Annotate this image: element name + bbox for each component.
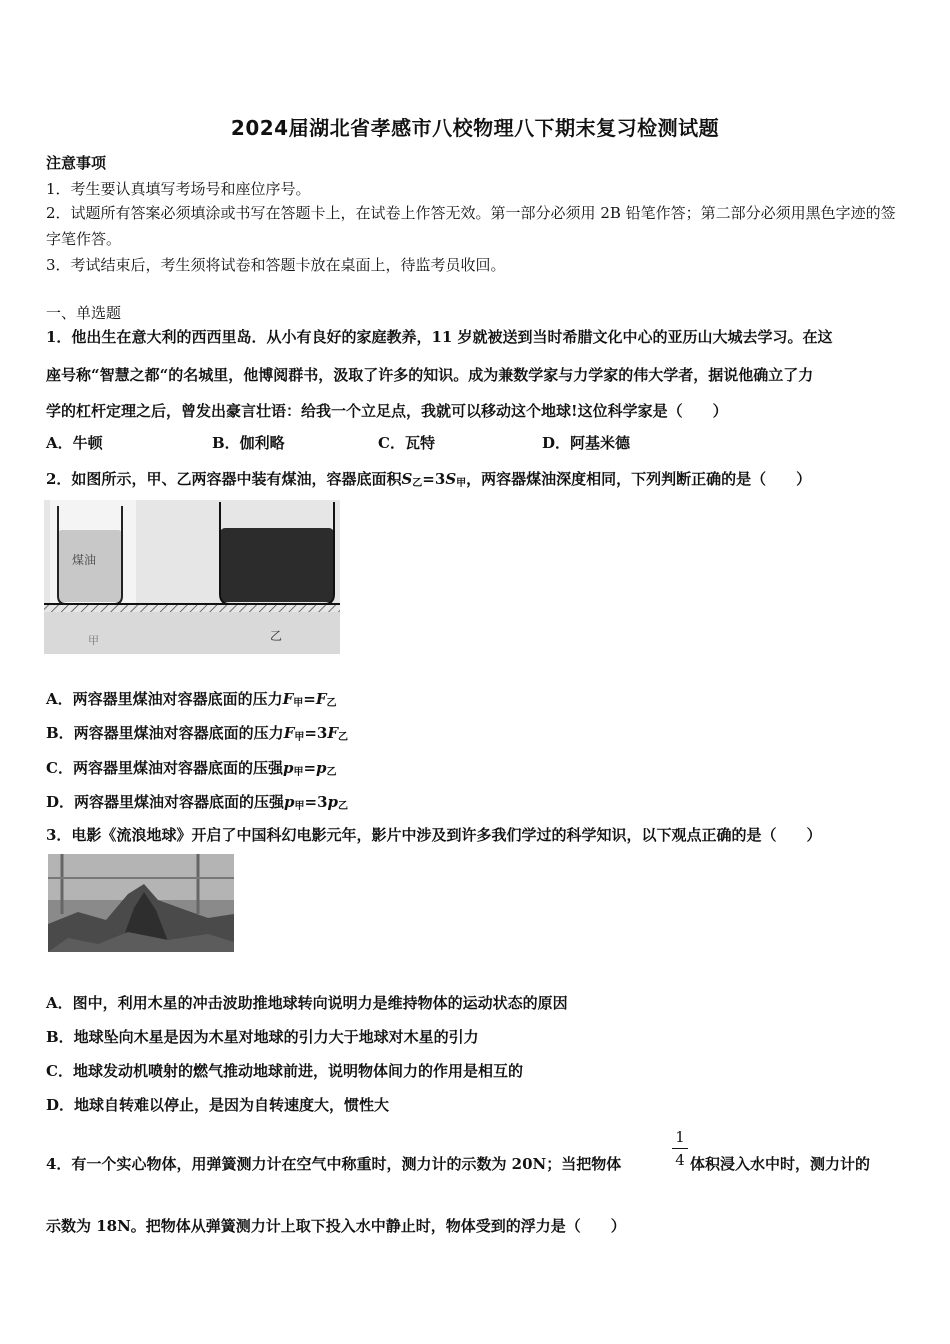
q2-option-c-v2: p <box>316 759 327 777</box>
q4-fraction-numerator: 1 <box>675 1128 685 1146</box>
q4-stem-part-a: 4．有一个实心物体，用弹簧测力计在空气中称重时，测力计的示数为 20N；当把物体 <box>46 1155 622 1173</box>
q1-line-1: 1．他出生在意大利的西西里岛．从小有良好的家庭教养，11 岁就被送到当时希腊文化中心的亚历山大城去学习。在这 <box>46 328 833 346</box>
q2-option-b-s2: 乙 <box>338 732 349 743</box>
q2-option-a-v2: F <box>315 690 327 708</box>
q2-var-s1: S <box>401 470 413 488</box>
q2-container-figure <box>44 500 340 654</box>
q2-option-a-s2: 乙 <box>326 698 337 709</box>
q3-option-c: C．地球发动机喷射的燃气推动地球前进，说明物体间力的作用是相互的 <box>46 1062 523 1080</box>
q4-stem-part-c: 示数为 18N。把物体从弹簧测力计上取下投入水中静止时，物体受到的浮力是（ ） <box>46 1217 626 1235</box>
q2-label-oil: 煤油 <box>72 553 97 567</box>
exam-title: 2024届湖北省孝感市八校物理八下期末复习检测试题 <box>230 116 720 140</box>
q1-line-2: 座号称“智慧之都“的名城里，他博阅群书，汲取了许多的知识。成为兼数学家与力学家的伟大学者，据说他确立了力 <box>46 366 814 384</box>
q2-option-b-text: B．两容器里煤油对容器底面的压力 <box>46 724 284 742</box>
q1-option-b: B．伽利略 <box>212 434 285 452</box>
notice-item-3: 3．考试结束后，考生须将试卷和答题卡放在桌面上，待监考员收回。 <box>46 256 506 274</box>
q2-option-d-s1: 甲 <box>294 801 305 812</box>
q2-ground-hatch <box>44 605 340 612</box>
q2-option-c-s2: 乙 <box>326 767 337 778</box>
q2-option-a <box>46 688 337 709</box>
q2-option-d-v1: p <box>284 793 295 811</box>
q2-stem-text-a: 2．如图所示，甲、乙两容器中装有煤油，容器底面积 <box>46 470 402 488</box>
q2-option-b-s1: 甲 <box>294 732 305 743</box>
q2-option-b-v1: F <box>283 724 295 742</box>
q4-fraction-bar <box>672 1148 688 1149</box>
q2-option-c <box>46 757 337 778</box>
q2-option-b-op: =3 <box>304 724 328 742</box>
q2-option-c-text: C．两容器里煤油对容器底面的压强 <box>46 759 283 777</box>
q2-option-a-op: = <box>303 690 316 708</box>
q2-eq: =3 <box>422 470 446 488</box>
notice-heading: 注意事项 <box>46 154 107 172</box>
q4-stem-part-b: 体积浸入水中时，测力计的 <box>690 1155 871 1173</box>
q3-option-d: D．地球自转难以停止，是因为自转速度大，惯性大 <box>46 1096 390 1114</box>
q2-label-yi: 乙 <box>270 629 283 643</box>
notice-item-1: 1．考生要认真填写考场号和座位序号。 <box>46 180 311 198</box>
q2-option-d-text: D．两容器里煤油对容器底面的压强 <box>46 793 285 811</box>
q2-container-yi-oil <box>220 528 334 602</box>
q2-stem <box>46 468 811 489</box>
notice-item-2: 2．试题所有答案必须填涂或书写在答题卡上，在试卷上作答无效。第一部分必须用 2B 铅笔作答；第二部分必须用黑色字迹的签字笔作答。 <box>46 204 896 248</box>
q2-var-s2: S <box>445 470 457 488</box>
q4-fraction <box>672 1128 688 1169</box>
q2-sub-1: 乙 <box>412 478 423 489</box>
q1-line-3: 学的杠杆定理之后，曾发出豪言壮语：给我一个立足点，我就可以移动这个地球!这位科学家是（ ） <box>46 402 728 420</box>
q2-option-b <box>46 722 348 743</box>
q2-stem-text-b: ，两容器煤油深度相同，下列判断正确的是（ ） <box>466 470 812 488</box>
q3-stem: 3．电影《流浪地球》开启了中国科幻电影元年，影片中涉及到许多我们学过的科学知识，以下观点正确的是（ ） <box>46 826 822 844</box>
q2-option-d-op: =3 <box>304 793 328 811</box>
q1-option-a: A．牛顿 <box>46 434 103 452</box>
q2-option-c-op: = <box>303 759 317 777</box>
q2-sub-2: 甲 <box>456 478 467 489</box>
q3-movie-still-image <box>48 854 234 952</box>
q2-option-d-v2: p <box>327 793 339 811</box>
q2-option-a-s1: 甲 <box>293 698 304 709</box>
q2-label-jia: 甲 <box>88 634 99 647</box>
q2-option-c-v1: p <box>282 759 294 777</box>
q3-option-b: B．地球坠向木星是因为木星对地球的引力大于地球对木星的引力 <box>46 1028 479 1046</box>
q2-option-d <box>46 791 348 812</box>
q4-fraction-denominator: 4 <box>675 1151 685 1169</box>
q2-option-b-v2: F <box>327 724 339 742</box>
q1-option-d: D．阿基米德 <box>542 434 631 452</box>
q2-option-a-text: A．两容器里煤油对容器底面的压力 <box>46 690 283 708</box>
q2-option-d-s2: 乙 <box>338 801 349 812</box>
q3-option-a: A．图中，利用木星的冲击波助推地球转向说明力是维持物体的运动状态的原因 <box>46 994 568 1012</box>
section-heading: 一、单选题 <box>46 304 122 322</box>
q2-option-a-v1: F <box>282 690 294 708</box>
q2-option-c-s1: 甲 <box>293 767 304 778</box>
q1-options <box>46 432 906 456</box>
q1-option-c: C．瓦特 <box>378 434 435 452</box>
